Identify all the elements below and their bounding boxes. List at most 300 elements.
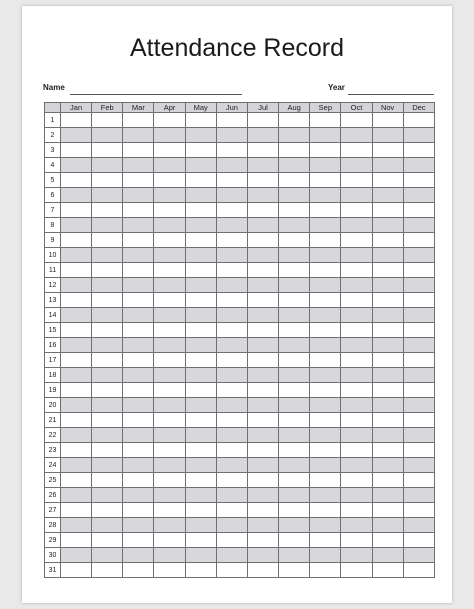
attendance-cell-mar[interactable] [123, 503, 154, 518]
attendance-cell-dec[interactable] [403, 323, 434, 338]
attendance-cell-mar[interactable] [123, 488, 154, 503]
attendance-cell-sep[interactable] [310, 368, 341, 383]
attendance-cell-aug[interactable] [279, 248, 310, 263]
attendance-cell-feb[interactable] [92, 533, 123, 548]
attendance-cell-feb[interactable] [92, 113, 123, 128]
attendance-cell-feb[interactable] [92, 173, 123, 188]
attendance-cell-nov[interactable] [372, 173, 403, 188]
attendance-cell-nov[interactable] [372, 158, 403, 173]
attendance-cell-sep[interactable] [310, 503, 341, 518]
attendance-cell-nov[interactable] [372, 443, 403, 458]
attendance-cell-jul[interactable] [247, 308, 278, 323]
attendance-cell-apr[interactable] [154, 263, 185, 278]
attendance-cell-dec[interactable] [403, 143, 434, 158]
attendance-cell-feb[interactable] [92, 263, 123, 278]
attendance-cell-jan[interactable] [61, 518, 92, 533]
attendance-cell-jan[interactable] [61, 293, 92, 308]
attendance-cell-feb[interactable] [92, 338, 123, 353]
attendance-cell-aug[interactable] [279, 218, 310, 233]
attendance-cell-sep[interactable] [310, 338, 341, 353]
attendance-cell-nov[interactable] [372, 488, 403, 503]
attendance-cell-jul[interactable] [247, 173, 278, 188]
attendance-cell-feb[interactable] [92, 293, 123, 308]
attendance-cell-oct[interactable] [341, 518, 372, 533]
year-field-line[interactable] [348, 94, 434, 95]
attendance-cell-feb[interactable] [92, 248, 123, 263]
attendance-cell-sep[interactable] [310, 248, 341, 263]
attendance-cell-oct[interactable] [341, 233, 372, 248]
attendance-cell-jan[interactable] [61, 473, 92, 488]
attendance-cell-jun[interactable] [216, 368, 247, 383]
attendance-cell-jul[interactable] [247, 428, 278, 443]
attendance-cell-jun[interactable] [216, 233, 247, 248]
attendance-cell-mar[interactable] [123, 218, 154, 233]
attendance-cell-jan[interactable] [61, 548, 92, 563]
attendance-cell-sep[interactable] [310, 443, 341, 458]
attendance-cell-jan[interactable] [61, 323, 92, 338]
attendance-cell-feb[interactable] [92, 488, 123, 503]
attendance-cell-apr[interactable] [154, 473, 185, 488]
attendance-cell-jan[interactable] [61, 308, 92, 323]
name-field-line[interactable] [70, 94, 242, 95]
attendance-cell-jan[interactable] [61, 188, 92, 203]
attendance-cell-oct[interactable] [341, 428, 372, 443]
attendance-cell-apr[interactable] [154, 548, 185, 563]
attendance-cell-feb[interactable] [92, 158, 123, 173]
attendance-cell-aug[interactable] [279, 398, 310, 413]
attendance-cell-apr[interactable] [154, 383, 185, 398]
attendance-cell-jan[interactable] [61, 413, 92, 428]
attendance-cell-aug[interactable] [279, 548, 310, 563]
attendance-cell-may[interactable] [185, 218, 216, 233]
attendance-cell-dec[interactable] [403, 443, 434, 458]
attendance-cell-sep[interactable] [310, 398, 341, 413]
attendance-cell-may[interactable] [185, 338, 216, 353]
attendance-cell-feb[interactable] [92, 548, 123, 563]
attendance-cell-jan[interactable] [61, 488, 92, 503]
attendance-cell-apr[interactable] [154, 218, 185, 233]
attendance-cell-nov[interactable] [372, 323, 403, 338]
attendance-cell-oct[interactable] [341, 563, 372, 578]
attendance-cell-oct[interactable] [341, 173, 372, 188]
attendance-cell-sep[interactable] [310, 428, 341, 443]
attendance-cell-sep[interactable] [310, 173, 341, 188]
attendance-cell-apr[interactable] [154, 458, 185, 473]
attendance-cell-jun[interactable] [216, 383, 247, 398]
attendance-cell-apr[interactable] [154, 308, 185, 323]
attendance-cell-apr[interactable] [154, 518, 185, 533]
attendance-cell-may[interactable] [185, 413, 216, 428]
attendance-cell-jan[interactable] [61, 338, 92, 353]
attendance-cell-jun[interactable] [216, 488, 247, 503]
attendance-cell-jun[interactable] [216, 218, 247, 233]
attendance-cell-mar[interactable] [123, 353, 154, 368]
attendance-cell-jun[interactable] [216, 518, 247, 533]
attendance-cell-feb[interactable] [92, 323, 123, 338]
attendance-cell-apr[interactable] [154, 353, 185, 368]
attendance-cell-sep[interactable] [310, 218, 341, 233]
attendance-cell-sep[interactable] [310, 473, 341, 488]
attendance-cell-jan[interactable] [61, 428, 92, 443]
attendance-cell-mar[interactable] [123, 128, 154, 143]
attendance-cell-nov[interactable] [372, 263, 403, 278]
attendance-cell-feb[interactable] [92, 353, 123, 368]
attendance-cell-apr[interactable] [154, 428, 185, 443]
attendance-cell-oct[interactable] [341, 218, 372, 233]
attendance-cell-aug[interactable] [279, 383, 310, 398]
attendance-cell-mar[interactable] [123, 173, 154, 188]
attendance-cell-oct[interactable] [341, 188, 372, 203]
attendance-cell-oct[interactable] [341, 413, 372, 428]
attendance-cell-apr[interactable] [154, 368, 185, 383]
attendance-cell-aug[interactable] [279, 233, 310, 248]
attendance-cell-aug[interactable] [279, 308, 310, 323]
attendance-cell-aug[interactable] [279, 278, 310, 293]
attendance-cell-nov[interactable] [372, 383, 403, 398]
attendance-cell-apr[interactable] [154, 113, 185, 128]
attendance-cell-jan[interactable] [61, 113, 92, 128]
attendance-cell-dec[interactable] [403, 233, 434, 248]
attendance-cell-sep[interactable] [310, 323, 341, 338]
attendance-cell-dec[interactable] [403, 488, 434, 503]
attendance-cell-sep[interactable] [310, 143, 341, 158]
attendance-cell-feb[interactable] [92, 443, 123, 458]
attendance-cell-mar[interactable] [123, 263, 154, 278]
attendance-cell-aug[interactable] [279, 368, 310, 383]
attendance-cell-oct[interactable] [341, 488, 372, 503]
attendance-cell-dec[interactable] [403, 563, 434, 578]
attendance-cell-aug[interactable] [279, 293, 310, 308]
attendance-cell-jun[interactable] [216, 158, 247, 173]
attendance-cell-oct[interactable] [341, 203, 372, 218]
attendance-cell-mar[interactable] [123, 203, 154, 218]
attendance-cell-sep[interactable] [310, 548, 341, 563]
attendance-cell-apr[interactable] [154, 248, 185, 263]
attendance-cell-feb[interactable] [92, 188, 123, 203]
attendance-cell-feb[interactable] [92, 368, 123, 383]
attendance-cell-feb[interactable] [92, 563, 123, 578]
attendance-cell-mar[interactable] [123, 293, 154, 308]
attendance-cell-feb[interactable] [92, 128, 123, 143]
attendance-cell-may[interactable] [185, 503, 216, 518]
attendance-cell-sep[interactable] [310, 263, 341, 278]
attendance-cell-dec[interactable] [403, 158, 434, 173]
attendance-cell-jul[interactable] [247, 203, 278, 218]
attendance-cell-aug[interactable] [279, 488, 310, 503]
attendance-cell-mar[interactable] [123, 413, 154, 428]
attendance-cell-oct[interactable] [341, 263, 372, 278]
attendance-cell-aug[interactable] [279, 503, 310, 518]
attendance-cell-may[interactable] [185, 188, 216, 203]
attendance-cell-nov[interactable] [372, 473, 403, 488]
attendance-cell-dec[interactable] [403, 338, 434, 353]
attendance-cell-sep[interactable] [310, 113, 341, 128]
attendance-cell-mar[interactable] [123, 548, 154, 563]
attendance-cell-mar[interactable] [123, 158, 154, 173]
attendance-cell-jan[interactable] [61, 368, 92, 383]
attendance-cell-jan[interactable] [61, 563, 92, 578]
attendance-cell-jun[interactable] [216, 353, 247, 368]
attendance-cell-jun[interactable] [216, 428, 247, 443]
attendance-cell-aug[interactable] [279, 128, 310, 143]
attendance-cell-nov[interactable] [372, 308, 403, 323]
attendance-cell-dec[interactable] [403, 203, 434, 218]
attendance-cell-sep[interactable] [310, 188, 341, 203]
attendance-cell-oct[interactable] [341, 248, 372, 263]
attendance-cell-mar[interactable] [123, 323, 154, 338]
attendance-cell-jul[interactable] [247, 488, 278, 503]
attendance-cell-nov[interactable] [372, 203, 403, 218]
attendance-cell-aug[interactable] [279, 443, 310, 458]
attendance-cell-feb[interactable] [92, 398, 123, 413]
attendance-cell-dec[interactable] [403, 548, 434, 563]
attendance-cell-apr[interactable] [154, 488, 185, 503]
attendance-cell-aug[interactable] [279, 563, 310, 578]
attendance-cell-mar[interactable] [123, 188, 154, 203]
attendance-cell-sep[interactable] [310, 413, 341, 428]
attendance-cell-sep[interactable] [310, 278, 341, 293]
attendance-cell-jul[interactable] [247, 248, 278, 263]
attendance-cell-jul[interactable] [247, 293, 278, 308]
attendance-cell-mar[interactable] [123, 428, 154, 443]
attendance-cell-feb[interactable] [92, 308, 123, 323]
attendance-cell-nov[interactable] [372, 218, 403, 233]
attendance-cell-may[interactable] [185, 203, 216, 218]
attendance-cell-aug[interactable] [279, 413, 310, 428]
attendance-cell-nov[interactable] [372, 398, 403, 413]
attendance-cell-jan[interactable] [61, 443, 92, 458]
attendance-cell-dec[interactable] [403, 128, 434, 143]
attendance-cell-oct[interactable] [341, 308, 372, 323]
attendance-cell-jun[interactable] [216, 113, 247, 128]
attendance-cell-apr[interactable] [154, 158, 185, 173]
attendance-cell-mar[interactable] [123, 143, 154, 158]
attendance-cell-aug[interactable] [279, 473, 310, 488]
attendance-cell-aug[interactable] [279, 323, 310, 338]
attendance-cell-jan[interactable] [61, 128, 92, 143]
attendance-cell-dec[interactable] [403, 263, 434, 278]
attendance-cell-mar[interactable] [123, 533, 154, 548]
attendance-cell-apr[interactable] [154, 143, 185, 158]
attendance-cell-aug[interactable] [279, 158, 310, 173]
attendance-cell-dec[interactable] [403, 113, 434, 128]
attendance-cell-oct[interactable] [341, 503, 372, 518]
attendance-cell-oct[interactable] [341, 323, 372, 338]
attendance-cell-may[interactable] [185, 143, 216, 158]
attendance-cell-dec[interactable] [403, 533, 434, 548]
attendance-cell-jan[interactable] [61, 233, 92, 248]
attendance-cell-nov[interactable] [372, 503, 403, 518]
attendance-cell-mar[interactable] [123, 473, 154, 488]
attendance-cell-jun[interactable] [216, 143, 247, 158]
attendance-cell-nov[interactable] [372, 353, 403, 368]
attendance-cell-may[interactable] [185, 278, 216, 293]
attendance-cell-jun[interactable] [216, 563, 247, 578]
attendance-cell-jul[interactable] [247, 518, 278, 533]
attendance-cell-apr[interactable] [154, 173, 185, 188]
attendance-cell-aug[interactable] [279, 458, 310, 473]
attendance-cell-sep[interactable] [310, 233, 341, 248]
attendance-cell-mar[interactable] [123, 248, 154, 263]
attendance-cell-jun[interactable] [216, 173, 247, 188]
attendance-cell-apr[interactable] [154, 503, 185, 518]
attendance-cell-feb[interactable] [92, 218, 123, 233]
attendance-cell-oct[interactable] [341, 293, 372, 308]
attendance-cell-may[interactable] [185, 308, 216, 323]
attendance-cell-apr[interactable] [154, 188, 185, 203]
attendance-cell-may[interactable] [185, 488, 216, 503]
attendance-cell-jun[interactable] [216, 398, 247, 413]
attendance-cell-sep[interactable] [310, 488, 341, 503]
attendance-cell-jan[interactable] [61, 503, 92, 518]
attendance-cell-jan[interactable] [61, 278, 92, 293]
attendance-cell-may[interactable] [185, 443, 216, 458]
attendance-cell-oct[interactable] [341, 353, 372, 368]
attendance-cell-jul[interactable] [247, 458, 278, 473]
attendance-cell-sep[interactable] [310, 383, 341, 398]
attendance-cell-may[interactable] [185, 458, 216, 473]
attendance-cell-jul[interactable] [247, 338, 278, 353]
attendance-cell-jun[interactable] [216, 263, 247, 278]
attendance-cell-dec[interactable] [403, 308, 434, 323]
attendance-cell-apr[interactable] [154, 443, 185, 458]
attendance-cell-jan[interactable] [61, 398, 92, 413]
attendance-cell-apr[interactable] [154, 293, 185, 308]
attendance-cell-oct[interactable] [341, 443, 372, 458]
attendance-cell-oct[interactable] [341, 278, 372, 293]
attendance-cell-jan[interactable] [61, 263, 92, 278]
attendance-cell-oct[interactable] [341, 368, 372, 383]
attendance-cell-may[interactable] [185, 428, 216, 443]
attendance-cell-oct[interactable] [341, 338, 372, 353]
attendance-cell-may[interactable] [185, 158, 216, 173]
attendance-cell-sep[interactable] [310, 458, 341, 473]
attendance-cell-nov[interactable] [372, 128, 403, 143]
attendance-cell-jul[interactable] [247, 368, 278, 383]
attendance-cell-nov[interactable] [372, 278, 403, 293]
attendance-cell-jul[interactable] [247, 563, 278, 578]
attendance-cell-jul[interactable] [247, 233, 278, 248]
attendance-cell-may[interactable] [185, 113, 216, 128]
attendance-cell-may[interactable] [185, 398, 216, 413]
attendance-cell-may[interactable] [185, 383, 216, 398]
attendance-cell-sep[interactable] [310, 563, 341, 578]
attendance-cell-jul[interactable] [247, 158, 278, 173]
attendance-cell-apr[interactable] [154, 413, 185, 428]
attendance-cell-mar[interactable] [123, 398, 154, 413]
attendance-cell-aug[interactable] [279, 533, 310, 548]
attendance-cell-nov[interactable] [372, 428, 403, 443]
attendance-cell-jun[interactable] [216, 533, 247, 548]
attendance-cell-jun[interactable] [216, 443, 247, 458]
attendance-cell-aug[interactable] [279, 353, 310, 368]
attendance-cell-jul[interactable] [247, 503, 278, 518]
attendance-cell-mar[interactable] [123, 383, 154, 398]
attendance-cell-nov[interactable] [372, 338, 403, 353]
attendance-cell-jul[interactable] [247, 143, 278, 158]
attendance-cell-jun[interactable] [216, 308, 247, 323]
attendance-cell-feb[interactable] [92, 503, 123, 518]
attendance-cell-may[interactable] [185, 473, 216, 488]
attendance-cell-jul[interactable] [247, 443, 278, 458]
attendance-cell-jul[interactable] [247, 278, 278, 293]
attendance-cell-may[interactable] [185, 518, 216, 533]
attendance-cell-may[interactable] [185, 323, 216, 338]
attendance-cell-dec[interactable] [403, 173, 434, 188]
attendance-cell-dec[interactable] [403, 503, 434, 518]
attendance-cell-jul[interactable] [247, 113, 278, 128]
attendance-cell-jan[interactable] [61, 203, 92, 218]
attendance-cell-dec[interactable] [403, 278, 434, 293]
attendance-cell-mar[interactable] [123, 563, 154, 578]
attendance-cell-may[interactable] [185, 353, 216, 368]
attendance-cell-mar[interactable] [123, 518, 154, 533]
attendance-cell-feb[interactable] [92, 233, 123, 248]
attendance-cell-jun[interactable] [216, 278, 247, 293]
attendance-cell-feb[interactable] [92, 473, 123, 488]
attendance-cell-dec[interactable] [403, 398, 434, 413]
attendance-cell-oct[interactable] [341, 158, 372, 173]
attendance-cell-feb[interactable] [92, 203, 123, 218]
attendance-cell-feb[interactable] [92, 518, 123, 533]
attendance-cell-jun[interactable] [216, 458, 247, 473]
attendance-cell-jan[interactable] [61, 533, 92, 548]
attendance-cell-feb[interactable] [92, 143, 123, 158]
attendance-cell-dec[interactable] [403, 383, 434, 398]
attendance-cell-jan[interactable] [61, 173, 92, 188]
attendance-cell-dec[interactable] [403, 518, 434, 533]
attendance-cell-nov[interactable] [372, 188, 403, 203]
attendance-cell-nov[interactable] [372, 563, 403, 578]
attendance-cell-jun[interactable] [216, 188, 247, 203]
attendance-cell-oct[interactable] [341, 113, 372, 128]
attendance-cell-mar[interactable] [123, 113, 154, 128]
attendance-cell-apr[interactable] [154, 128, 185, 143]
attendance-cell-aug[interactable] [279, 428, 310, 443]
attendance-cell-apr[interactable] [154, 533, 185, 548]
attendance-cell-dec[interactable] [403, 458, 434, 473]
attendance-cell-jul[interactable] [247, 413, 278, 428]
attendance-cell-sep[interactable] [310, 128, 341, 143]
attendance-cell-mar[interactable] [123, 278, 154, 293]
attendance-cell-jun[interactable] [216, 128, 247, 143]
attendance-cell-dec[interactable] [403, 368, 434, 383]
attendance-cell-nov[interactable] [372, 413, 403, 428]
attendance-cell-feb[interactable] [92, 383, 123, 398]
attendance-cell-may[interactable] [185, 533, 216, 548]
attendance-cell-sep[interactable] [310, 518, 341, 533]
attendance-cell-feb[interactable] [92, 413, 123, 428]
attendance-cell-jun[interactable] [216, 323, 247, 338]
attendance-cell-feb[interactable] [92, 458, 123, 473]
attendance-cell-apr[interactable] [154, 323, 185, 338]
attendance-cell-jun[interactable] [216, 248, 247, 263]
attendance-cell-may[interactable] [185, 128, 216, 143]
attendance-cell-dec[interactable] [403, 413, 434, 428]
attendance-cell-dec[interactable] [403, 473, 434, 488]
attendance-cell-nov[interactable] [372, 113, 403, 128]
attendance-cell-sep[interactable] [310, 533, 341, 548]
attendance-cell-aug[interactable] [279, 173, 310, 188]
attendance-cell-may[interactable] [185, 263, 216, 278]
attendance-cell-jul[interactable] [247, 353, 278, 368]
attendance-cell-nov[interactable] [372, 233, 403, 248]
attendance-cell-aug[interactable] [279, 143, 310, 158]
attendance-cell-aug[interactable] [279, 203, 310, 218]
attendance-cell-aug[interactable] [279, 113, 310, 128]
attendance-cell-mar[interactable] [123, 308, 154, 323]
attendance-cell-jan[interactable] [61, 353, 92, 368]
